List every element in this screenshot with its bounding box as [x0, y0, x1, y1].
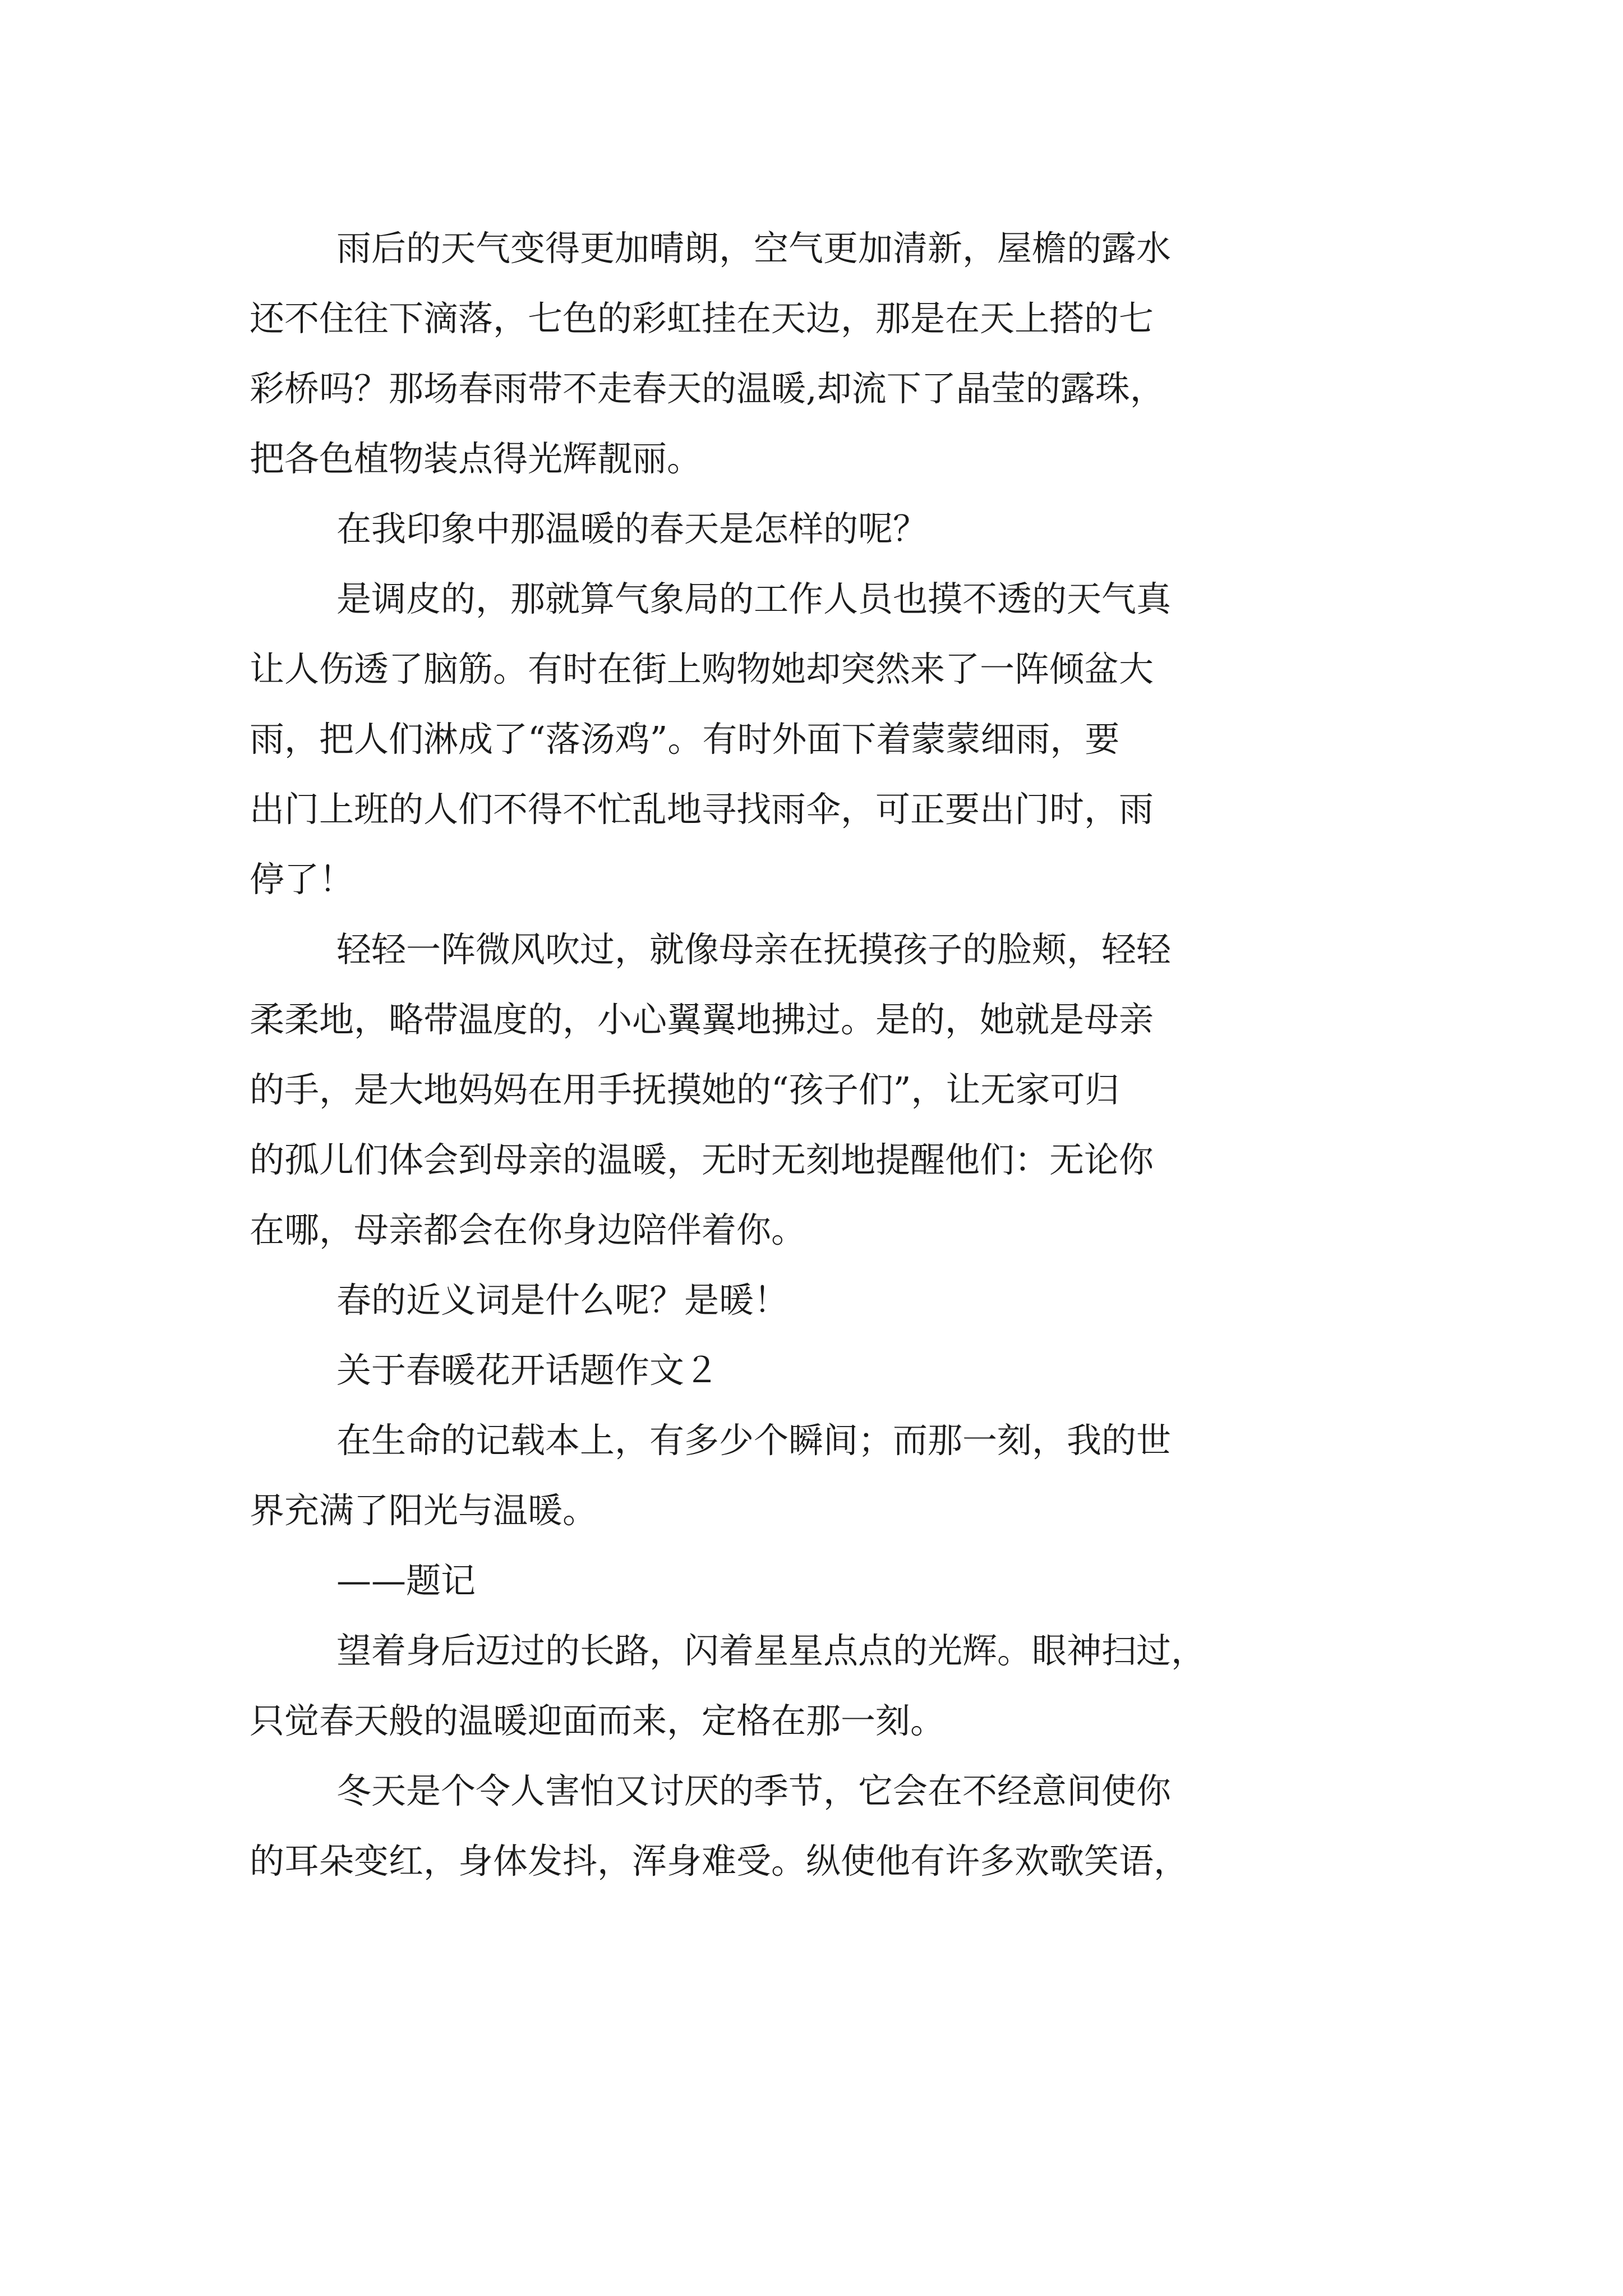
paragraph-line: 春的近义词是什么呢？是暖！: [336, 1280, 789, 1320]
paragraph-line: 的孤儿们体会到母亲的温暖，无时无刻地提醒他们：无论你: [250, 1139, 1154, 1180]
paragraph-line: 停了！: [250, 859, 354, 900]
paragraph-line: 让人伤透了脑筋。有时在街上购物她却突然来了一阵倾盆大: [250, 648, 1154, 689]
paragraph-line: 在我印象中那温暖的春天是怎样的呢？: [336, 508, 928, 549]
paragraph-line: 望着身后迈过的长路，闪着星星点点的光辉。眼神扫过，: [336, 1630, 1206, 1671]
paragraph-line: 在哪，母亲都会在你身边陪伴着你。: [250, 1209, 806, 1250]
epigraph-attribution: ——题记: [336, 1560, 476, 1601]
paragraph-line: 轻轻一阵微风吹过，就像母亲在抚摸孩子的脸颊，轻轻: [336, 929, 1172, 970]
paragraph-line: 冬天是个令人害怕又讨厌的季节，它会在不经意间使你: [336, 1770, 1172, 1811]
paragraph-line: 的手，是大地妈妈在用手抚摸她的“孩子们”，让无家可归: [250, 1069, 1120, 1110]
paragraph-line: 是调皮的，那就算气象局的工作人员也摸不透的天气真: [336, 578, 1172, 619]
section-heading: 关于春暖花开话题作文２: [336, 1350, 720, 1391]
paragraph-line: 界充满了阳光与温暖。: [250, 1490, 598, 1531]
paragraph-line: 雨后的天气变得更加晴朗，空气更加清新，屋檐的露水: [336, 228, 1172, 269]
paragraph-line: 在生命的记载本上，有多少个瞬间；而那一刻，我的世: [336, 1420, 1172, 1461]
paragraph-line: 柔柔地，略带温度的，小心翼翼地拂过。是的，她就是母亲: [250, 999, 1154, 1040]
paragraph-line: 彩桥吗？那场春雨带不走春天的温暖,却流下了晶莹的露珠，: [250, 368, 1165, 409]
paragraph-line: 的耳朵变红，身体发抖，浑身难受。纵使他有许多欢歌笑语，: [250, 1841, 1189, 1881]
paragraph-line: 还不住往下滴落，七色的彩虹挂在天边，那是在天上搭的七: [250, 298, 1154, 339]
paragraph-line: 只觉春天般的温暖迎面而来，定格在那一刻。: [250, 1700, 946, 1741]
paragraph-line: 把各色植物装点得光辉靓丽。: [250, 438, 702, 479]
paragraph-line: 出门上班的人们不得不忙乱地寻找雨伞，可正要出门时，雨: [250, 789, 1154, 830]
paragraph-line: 雨，把人们淋成了“落汤鸡”。有时外面下着蒙蒙细雨，要: [250, 719, 1120, 760]
